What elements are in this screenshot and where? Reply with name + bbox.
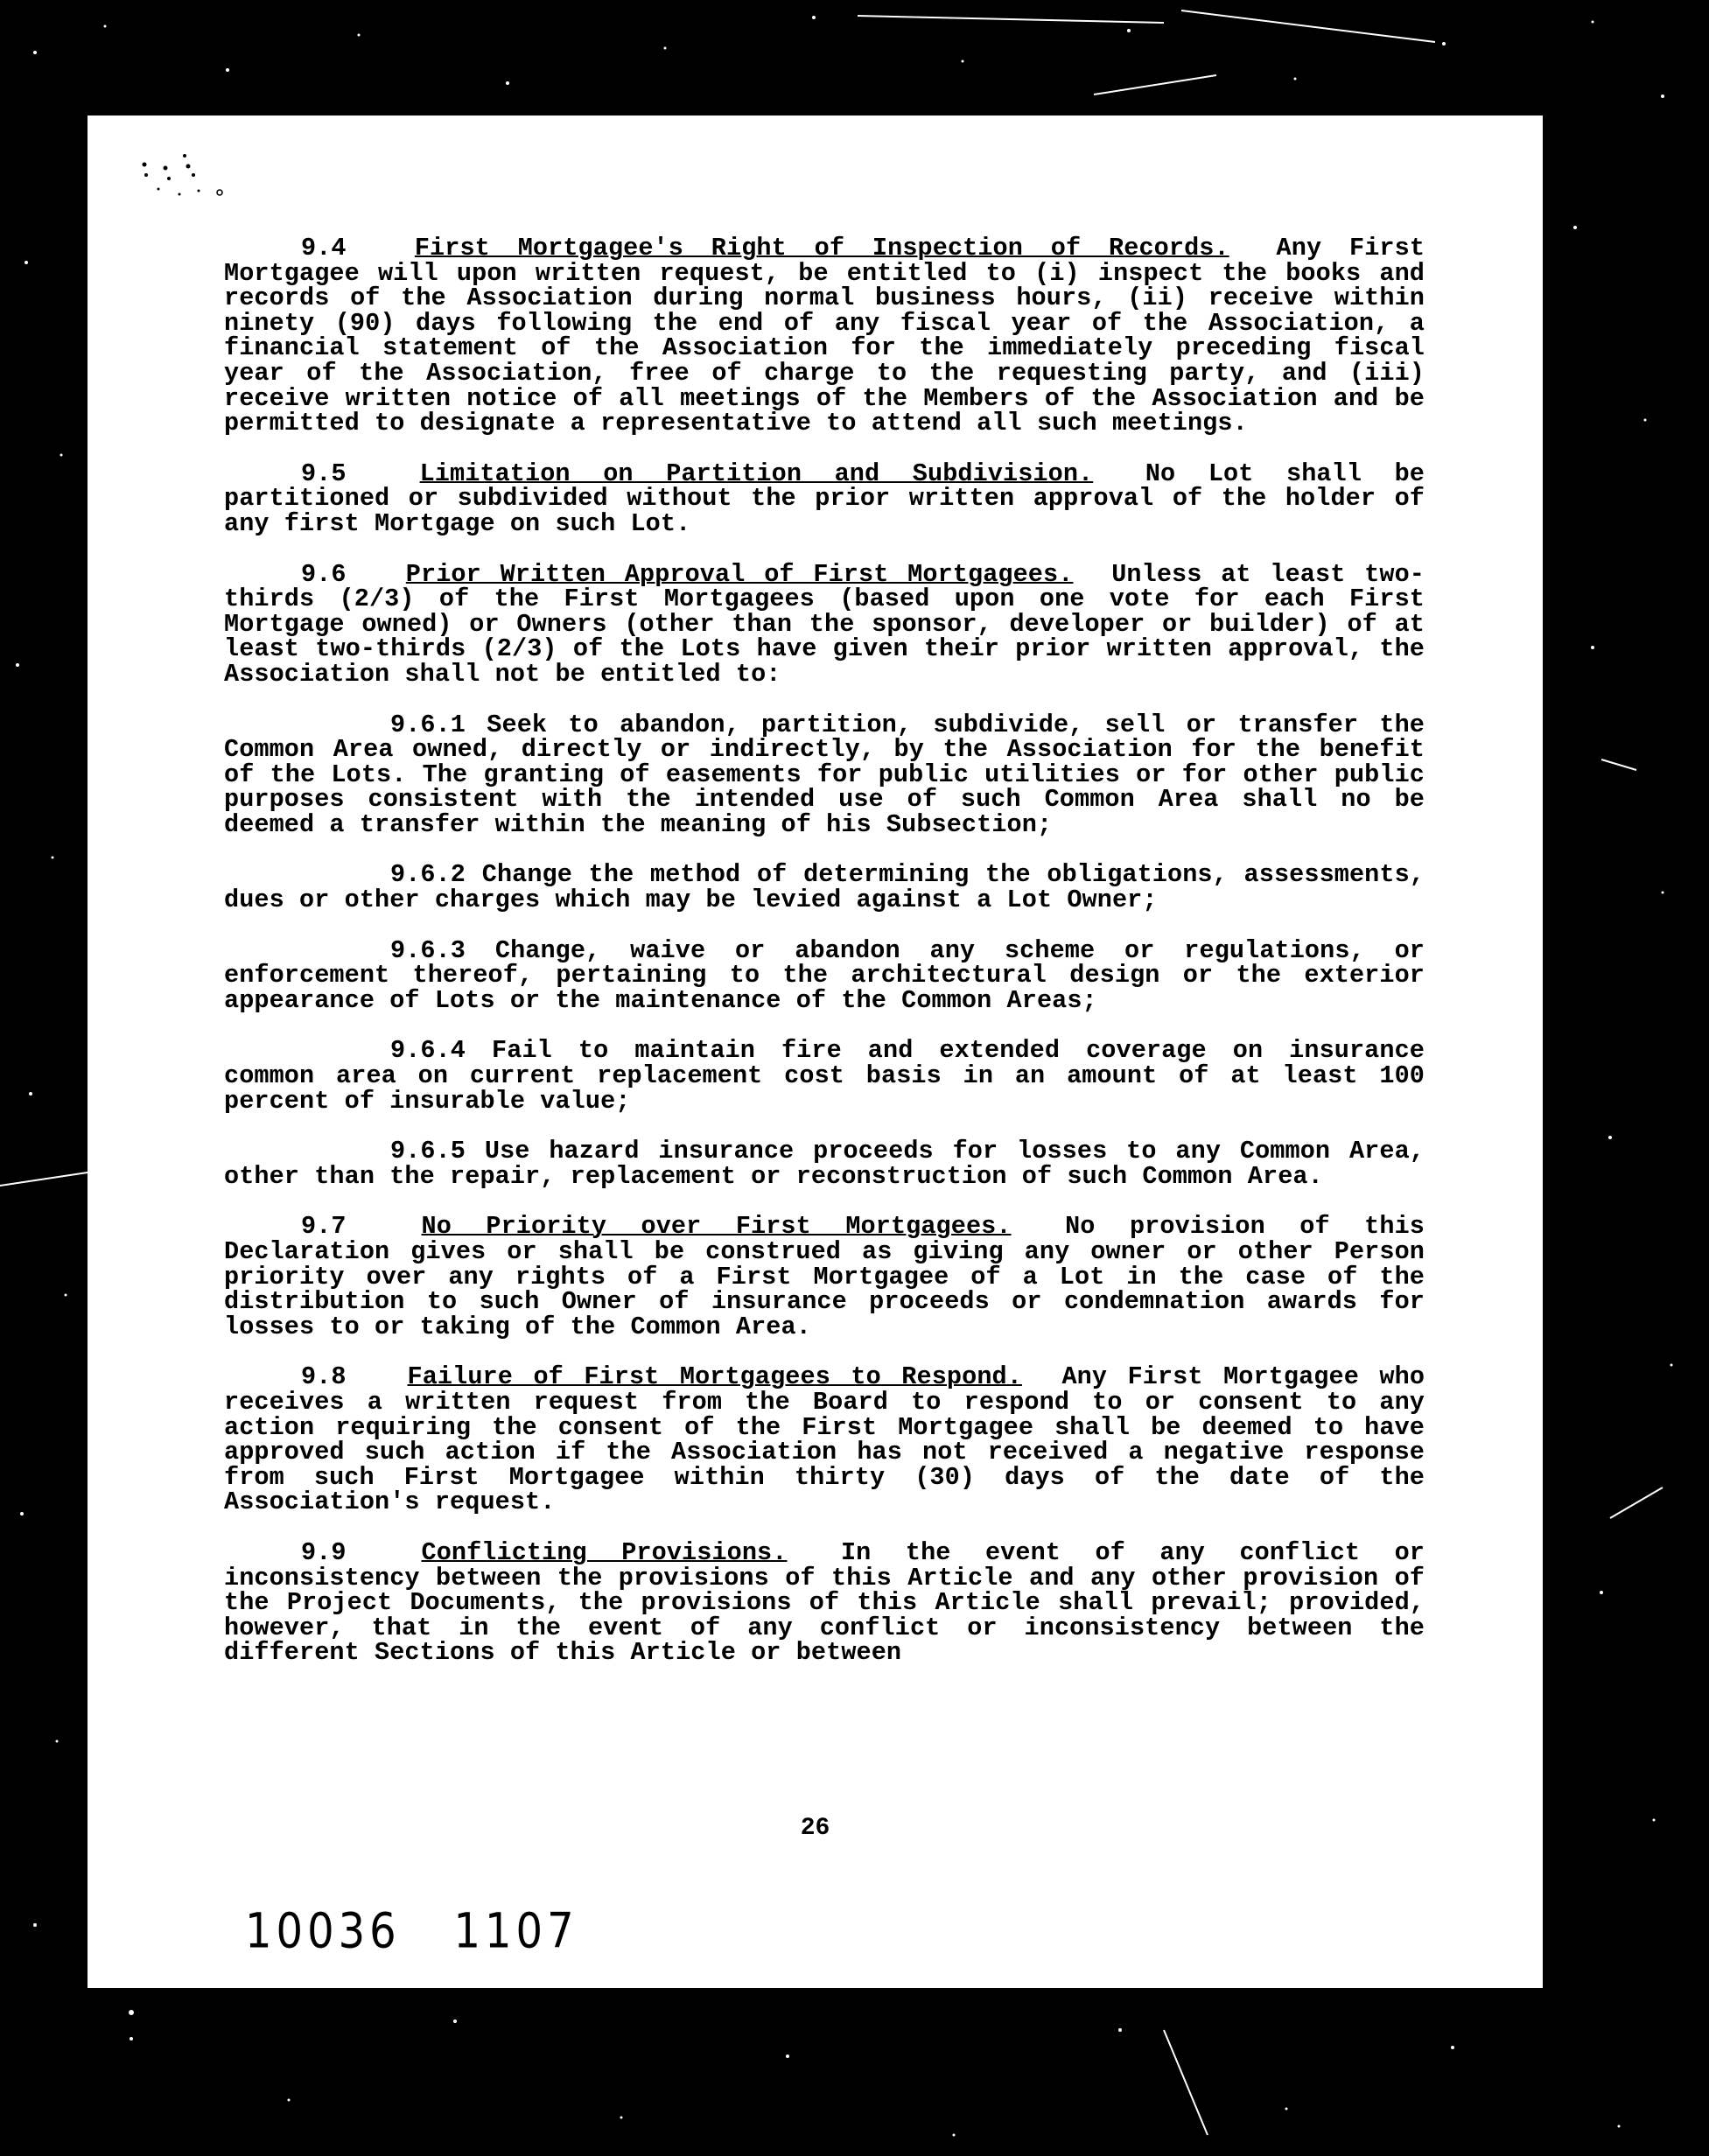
section-title: Prior Written Approval of First Mortgagees. <box>405 559 1074 589</box>
section-9-6 <box>224 559 1425 689</box>
subsection-9-6-1: 9.6.1 Seek to abandon, partition, subdivide, sell or transfer the Common Area owned, directly or indirectly, by the Association for the benefit of the Lots. The granting of easements for public utilities or for other public purposes consistent with the intended use of such Common Area shall no be deemed a transfer within the meaning of his Subsection; <box>224 710 1425 839</box>
section-text: No Lot shall be partitioned or subdivided without the prior written approval of the holder of any first Mortgage on such Lot. <box>224 458 1425 538</box>
section-title: First Mortgagee's Right of Inspection of Records. <box>414 234 1229 262</box>
section-9-9 <box>224 1537 1425 1668</box>
section-9-8 <box>224 1362 1425 1517</box>
section-text: Any First Mortgagee will upon written request, be entitled to (i) inspect the books and records of the Association during normal business hours, (ii) receive within ninety (90) days following the end of any fiscal year of the Association, a financial statement of the Association for the immediately preceding fiscal year of the Association, free of charge to the requesting party, and (iii) receive written notice of all meetings of the Members of the Association and be permitted to designate a representative to attend all such meetings. <box>224 234 1425 438</box>
section-number: 9.8 <box>301 1362 347 1392</box>
section-number: 9.7 <box>301 1212 347 1242</box>
section-number: 9.4 <box>301 234 347 262</box>
subsection-9-6-4: 9.6.4 Fail to maintain fire and extended coverage on insurance common area on current replacement cost basis in an amount of at least 100 percent of insurable value; <box>224 1036 1425 1116</box>
section-text: In the event of any conflict or inconsistency between the provisions of this Article and any other provision of the Project Documents, the provisions of this Article shall prevail; provided, however, that in the event of any conflict or inconsistency between the different Sections of this Article or between <box>224 1537 1425 1668</box>
section-text: No provision of this Declaration gives or shall be construed as giving any owner or other Person priority over any rights of a First Mortgagee of a Lot in the case of the distribution to such Owner of insurance proceeds or condemnation awards for losses to or taking of the Common Area. <box>224 1212 1425 1341</box>
section-title: Conflicting Provisions. <box>421 1537 788 1567</box>
page-number: 26 <box>800 1815 830 1842</box>
section-number: 9.9 <box>301 1537 347 1567</box>
section-text: Any First Mortgagee who receives a written request from the Board to respond to or consent to any action requiring the consent of the First Mortgagee shall be deemed to have approved such action if the Association has not received a negative response from such First Mortgagee within thirty (30) days of the date of the Association's request. <box>224 1362 1425 1517</box>
section-number: 9.6 <box>301 559 347 589</box>
section-9-4 <box>224 236 1425 437</box>
subsection-9-6-3: 9.6.3 Change, waive or abandon any scheme or regulations, or enforcement thereof, pertaining to the architectural design or the exterior appearance of Lots or the maintenance of the Common Areas; <box>224 935 1425 1015</box>
section-text: Unless at least two-thirds (2/3) of the First Mortgagees (based upon one vote for each First Mortgage owned) or Owners (other than the sponsor, developer or builder) of at least two-thirds (2/3) of the Lots have given their prior written approval, the Association shall not be entitled to: <box>224 559 1425 689</box>
section-9-5 <box>224 458 1425 538</box>
section-9-7 <box>224 1214 1425 1340</box>
margin-marks <box>136 149 241 219</box>
section-title: Limitation on Partition and Subdivision. <box>419 458 1094 488</box>
section-title: No Priority over First Mortgagees. <box>421 1212 1012 1242</box>
section-title: Failure of First Mortgagees to Respond. <box>407 1362 1022 1392</box>
subsection-9-6-2: 9.6.2 Change the method of determining the obligations, assessments, dues or other charges which may be levied against a Lot Owner; <box>224 860 1425 915</box>
document-page <box>88 116 1543 1988</box>
document-body <box>224 236 1425 1691</box>
section-number: 9.5 <box>301 458 347 488</box>
recording-stamp: 10036 1107 <box>245 1903 578 1960</box>
subsection-9-6-5: 9.6.5 Use hazard insurance proceeds for losses to any Common Area, other than the repair, replacement or reconstruction of such Common Area. <box>224 1137 1425 1191</box>
